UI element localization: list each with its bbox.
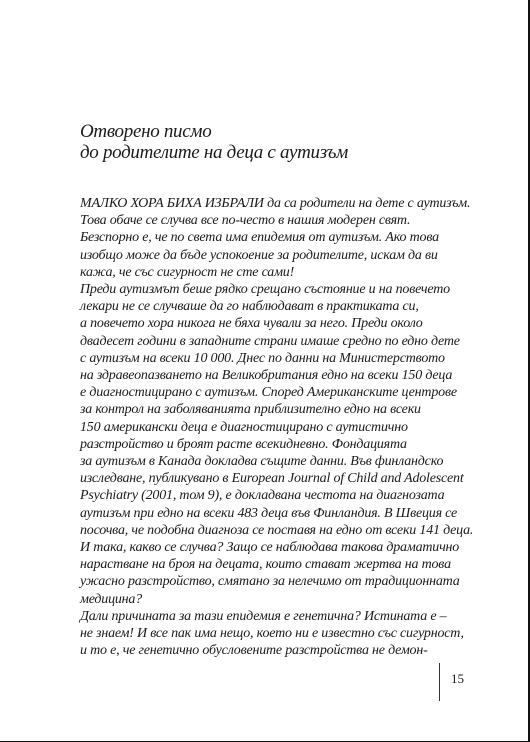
body-line: и то е, че генетично обусловените разстройства не демон- <box>80 643 428 659</box>
body-text <box>80 195 480 659</box>
body-line: изследване, публикувано в European Journal of Child and Adolescent <box>80 471 464 487</box>
body-line: ужасно разстройство, смятано за нелечимо от традиционната <box>80 574 460 590</box>
body-line: кажа, че със сигурност не сте сами! <box>80 264 295 280</box>
body-line: нарастване на броя на децата, които стават жертва на това <box>80 557 451 573</box>
body-line: лекари не се случваше да го наблюдават в практиката си, <box>80 299 419 315</box>
body-line: 150 американски деца е диагностицирано с аутистично <box>80 419 408 435</box>
body-line: за контрол на заболяванията приблизително едно на всеки <box>80 402 421 418</box>
body-line: а повечето хора никога не бяха чували за него. Преди около <box>80 316 423 332</box>
page-number: 15 <box>451 671 464 686</box>
body-line: изобщо може да бъде успокоение за родителите, искам да ви <box>80 247 438 263</box>
body-line: МАЛКО ХОРА БИХА ИЗБРАЛИ да са родители на дете с аутизъм. <box>80 196 471 211</box>
body-line: не знаем! И все пак има нещо, което ни е известно със сигурност, <box>80 626 464 642</box>
body-line: аутизъм при едно на всеки 483 деца във Финландия. В Швеция се <box>80 505 458 521</box>
body-line: посочва, че подобна диагноза се поставя на едно от всеки 141 деца. <box>80 522 474 538</box>
body-line: с аутизъм на всеки 10 000. Днес по данни на Министерството <box>80 350 445 366</box>
body-line: И така, какво се случва? Защо се наблюдава такова драматично <box>80 540 460 556</box>
page-number-rule <box>439 663 440 701</box>
body-line: Дали причината за тази епидемия е генетична? Истината е – <box>80 608 447 624</box>
body-line: за аутизъм в Канада докладва същите данни. Във финландско <box>80 454 444 470</box>
chapter-title <box>80 121 348 163</box>
body-line: разстройство и броят расте всекидневно. Фондацията <box>80 436 407 452</box>
chapter-title-line-1: Отворено писмо <box>80 121 212 142</box>
body-line: е диагностицирано с аутизъм. Според Американските центрове <box>80 385 457 401</box>
body-line: Psychiatry (2001, том 9), е докладвана честота на диагнозата <box>80 488 445 504</box>
body-line: медицина? <box>80 591 143 607</box>
body-line: на здравеопазването на Великобритания едно на всеки 150 деца <box>80 368 453 384</box>
body-line: двадесет години в западните страни имаше средно по едно дете <box>80 333 460 349</box>
body-line: Това обаче се случва все по-често в нашия модерен свят. <box>80 213 411 229</box>
body-line: Безспорно е, че по света има епидемия от аутизъм. Ако това <box>80 230 439 246</box>
chapter-title-line-2: до родителите на деца с аутизъм <box>80 142 348 163</box>
body-line: Преди аутизмът беше рядко срещано състояние и на повечето <box>80 282 450 298</box>
